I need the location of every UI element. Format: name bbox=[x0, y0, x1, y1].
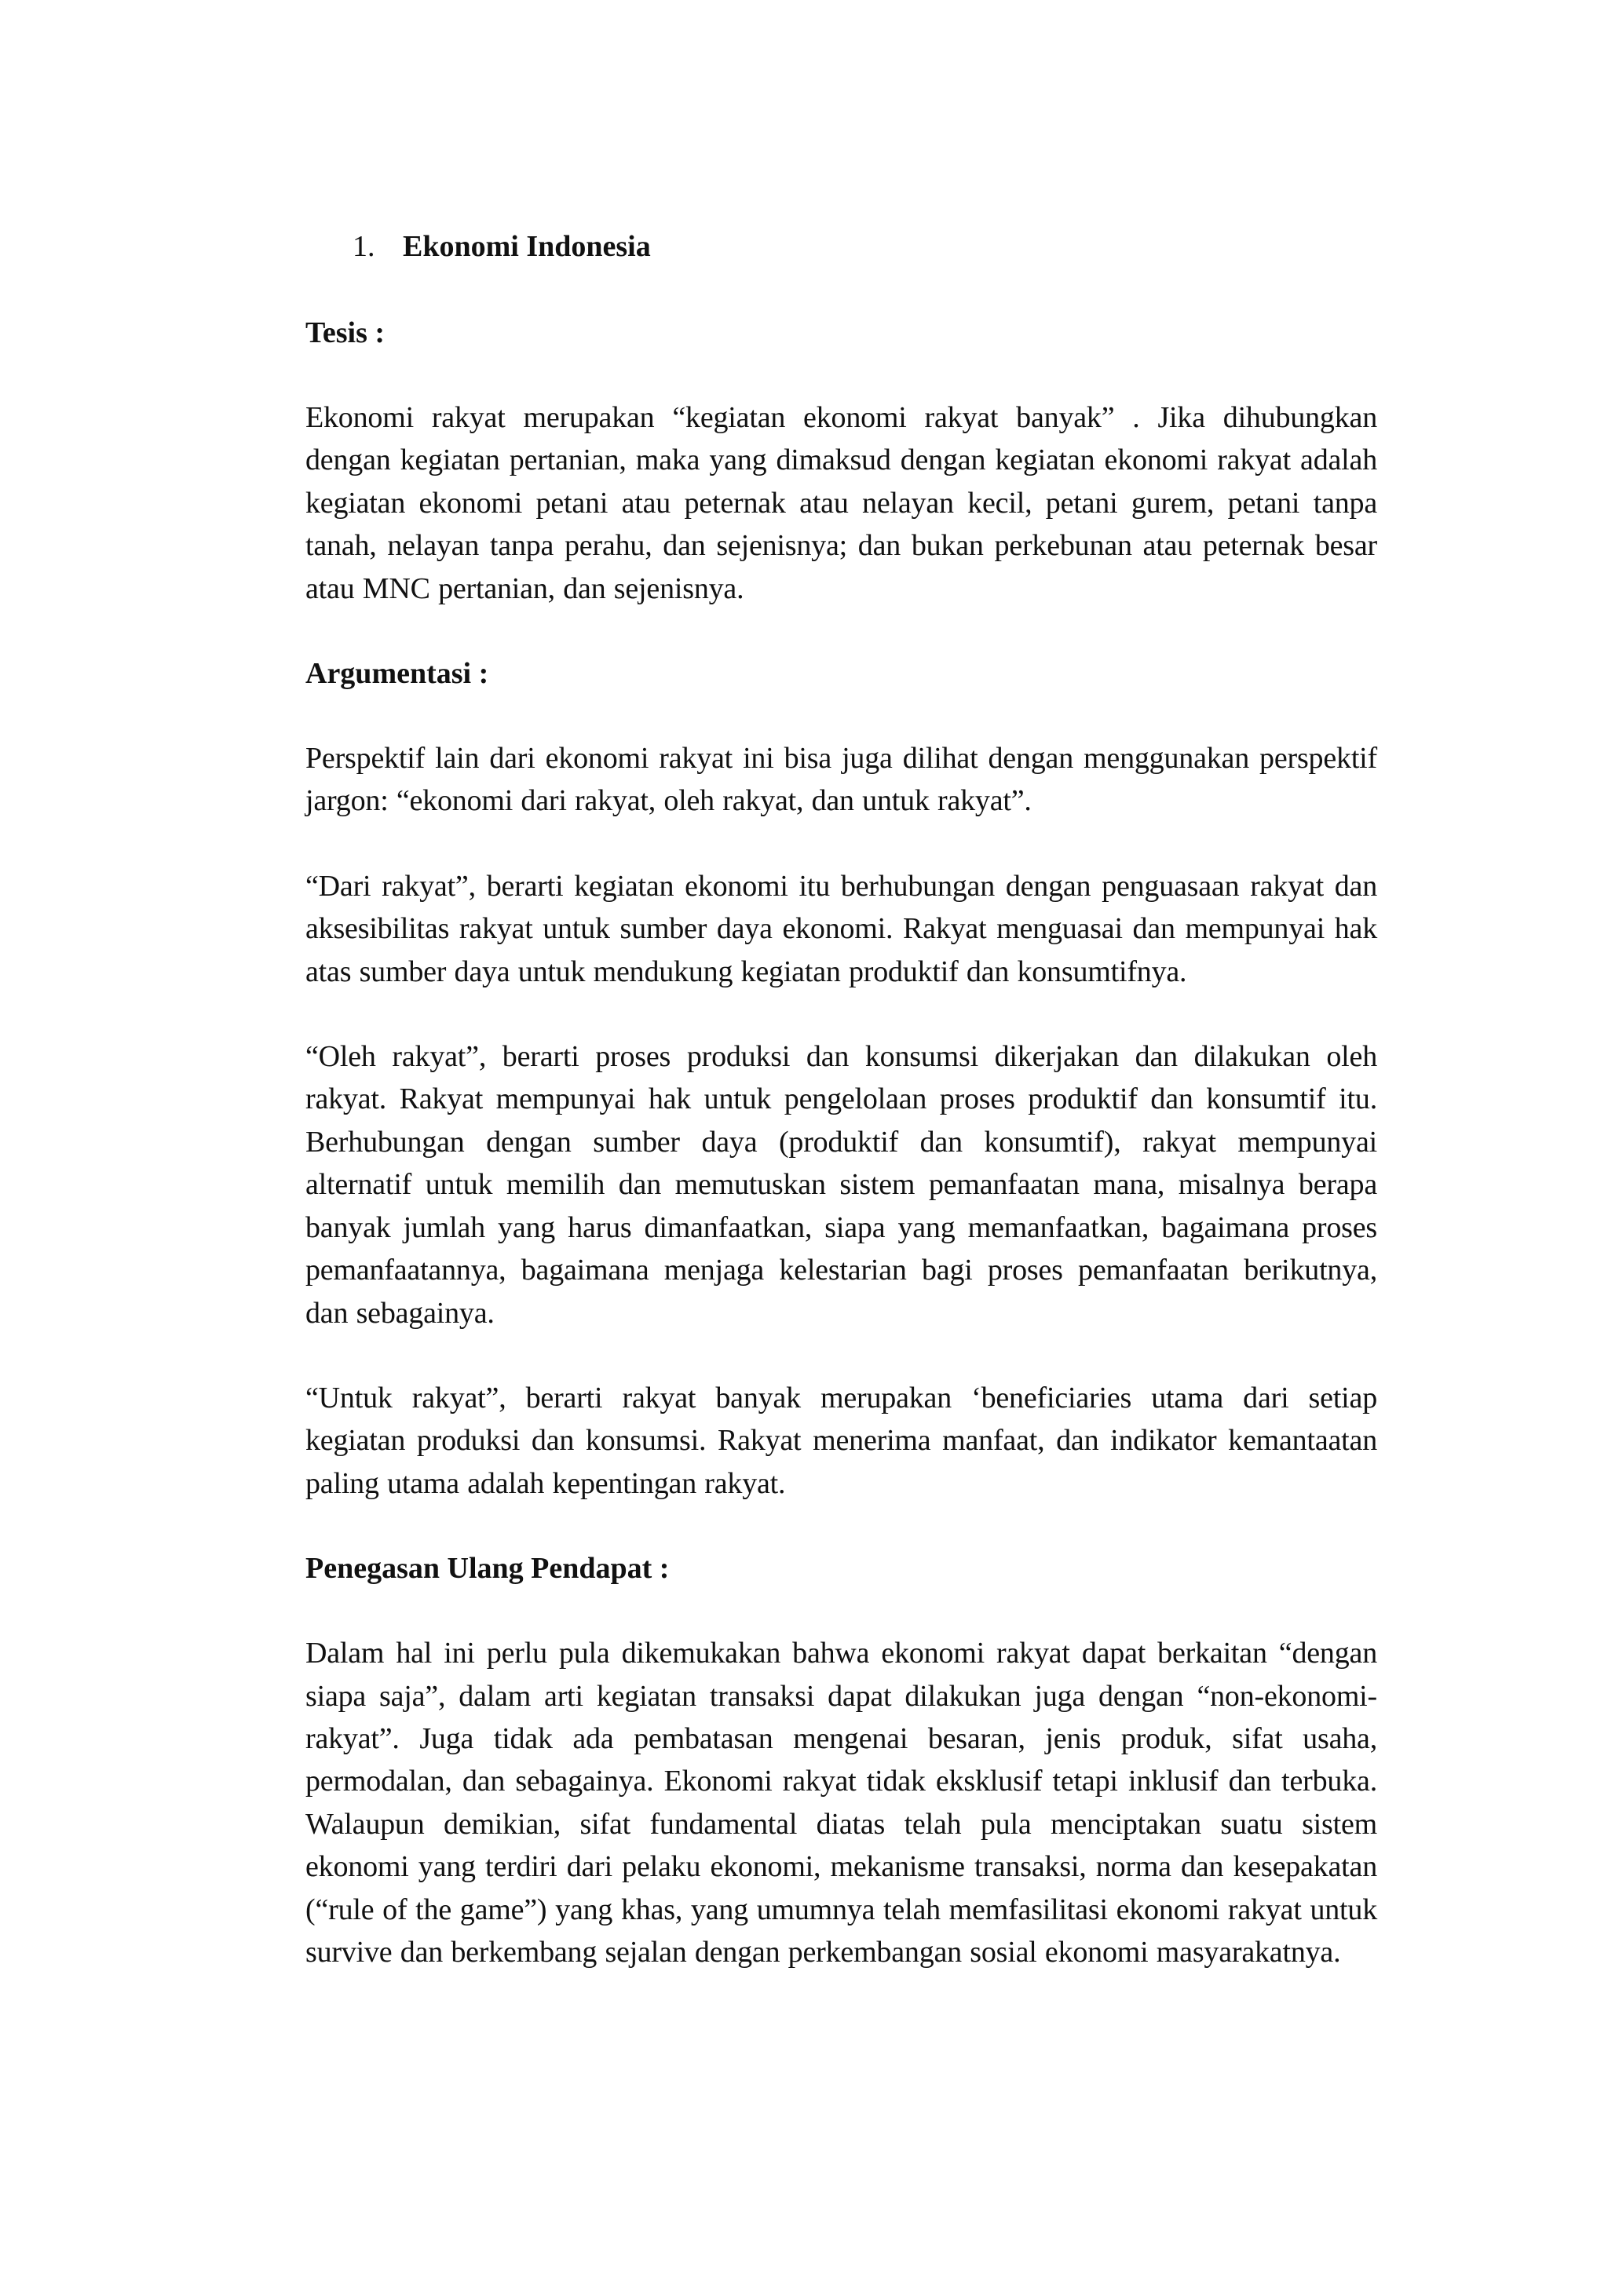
heading-title: Ekonomi Indonesia bbox=[403, 230, 651, 263]
argumentasi-paragraph-3: “Oleh rakyat”, berarti proses produksi dan konsumsi dikerjakan dan dilakukan oleh rakyat. Rakyat mempunyai hak untuk pengelolaan proses produktif dan konsumtif itu. Berhubungan dengan sumber daya (produktif dan konsumtif), rakyat mempunyai alternatif untuk memilih dan memutuskan sistem pemanfaatan mana, misalnya berapa banyak jumlah yang harus dimanfaatkan, siapa yang memanfaatkan, bagaimana proses pemanfaatannya, bagaimana menjaga kelestarian bagi proses pemanfaatan berikutnya, dan sebagainya. bbox=[305, 1040, 1377, 1330]
penegasan-label: Penegasan Ulang Pendapat : bbox=[305, 1552, 670, 1586]
tesis-paragraph: Ekonomi rakyat merupakan “kegiatan ekonomi rakyat banyak” . Jika dihubungkan dengan kegiatan pertanian, maka yang dimaksud dengan kegiatan ekonomi rakyat adalah kegiatan ekonomi petani atau peternak atau nelayan kecil, petani gurem, petani tanpa tanah, nelayan tanpa perahu, dan sejenisnya; dan bukan perkebunan atau peternak besar atau MNC pertanian, dan sejenisnya. bbox=[305, 401, 1377, 605]
heading-number: 1. bbox=[353, 230, 375, 263]
argumentasi-paragraph-4: “Untuk rakyat”, berarti rakyat banyak merupakan ‘beneficiaries utama dari setiap kegiatan produksi dan konsumsi. Rakyat menerima manfaat, dan indikator kemantaatan paling utama adalah kepentingan rakyat. bbox=[305, 1381, 1377, 1500]
argumentasi-label: Argumentasi : bbox=[305, 657, 489, 691]
penegasan-paragraph: Dalam hal ini perlu pula dikemukakan bahwa ekonomi rakyat dapat berkaitan “dengan siapa saja”, dalam arti kegiatan transaksi dapat dilakukan juga dengan “non-ekonomi-rakyat”. Juga tidak ada pembatasan mengenai besaran, jenis produk, sifat usaha, permodalan, dan sebagainya. Ekonomi rakyat tidak eksklusif tetapi inklusif dan terbuka. Walaupun demikian, sifat fundamental diatas telah pula menciptakan suatu sistem ekonomi yang terdiri dari pelaku ekonomi, mekanisme transaksi, norma dan kesepakatan (“rule of the game”) yang khas, yang umumnya telah memfasilitasi ekonomi rakyat untuk survive dan berkembang sejalan dengan perkembangan sosial ekonomi masyarakatnya. bbox=[305, 1637, 1377, 1969]
argumentasi-paragraph-2: “Dari rakyat”, berarti kegiatan ekonomi itu berhubungan dengan penguasaan rakyat dan aksesibilitas rakyat untuk sumber daya ekonomi. Rakyat menguasai dan mempunyai hak atas sumber daya untuk mendukung kegiatan produktif dan konsumtifnya. bbox=[305, 869, 1377, 988]
document-body bbox=[305, 225, 1377, 2016]
section-heading bbox=[305, 225, 1377, 268]
argumentasi-paragraph-1: Perspektif lain dari ekonomi rakyat ini bisa juga dilihat dengan menggunakan perspektif jargon: “ekonomi dari rakyat, oleh rakyat, dan untuk rakyat”. bbox=[305, 742, 1377, 818]
tesis-label: Tesis : bbox=[305, 316, 386, 349]
